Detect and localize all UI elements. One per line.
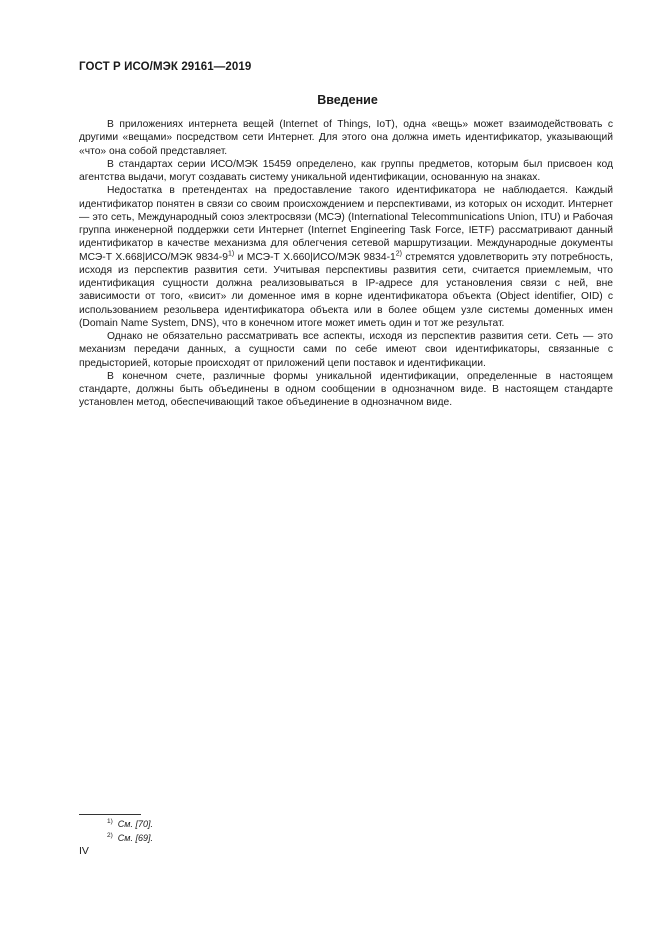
footnote-text: См. [70]. — [117, 819, 153, 829]
footnotes — [107, 816, 153, 844]
footnote-1 — [107, 816, 153, 830]
paragraph-3-part-1: Недостатка в претендентах на предоставление такого идентификатора не наблюдается. Каждый идентификатор понятен в связи со своим происхождением и перспективами, из которых он исходит. Интернет — это сеть, Международный союз электросвязи (МСЭ) (International Telecommunications Union, ITU) и Рабочая группа инженерной поддержки сети Интернет (Internet Engineering Task Force, IETF) рассматривают данный идентификатор в качестве механизма для облегчения сетевой маршрутизации. Международные документы МСЭ-Т X.668|ИСО/МЭК 9834-9 — [79, 185, 613, 263]
footnote-ref-1: 1) — [227, 250, 235, 258]
paragraph-1: В приложениях интернета вещей (Internet of Things, IoT), одна «вещь» может взаимодействовать с другими «вещами» посредством сети Интернет. Для этого она должна иметь идентификатор, указывающий «что» она собой представляет. — [79, 119, 613, 157]
paragraph-5: В конечном счете, различные формы уникальной идентификации, определенные в настоящем стандарте, должны быть объединены в одном сообщении в однозначном виде. В настоящем стандарте установлен метод, обеспечивающий такое объединение в однозначном виде. — [79, 370, 613, 409]
paragraph-3-part-3: стремятся удовлетворить эту потребность, исходя из перспектив развития сети. Учитывая перспективы развития сети, считается приемлемым, что идентификация сущности должна реализовываться в IP-адресе для установления связи с ней, вне зависимости от того, «висит» ли доменное имя в корне идентификатора объекта (Object identifier, OID) с использованием резольвера идентификатора объекта или в более общем узле системы доменных имен (Domain Name System, DNS), что в конечном итоге может иметь один и тот же результат. — [79, 251, 613, 329]
introduction-body — [79, 118, 613, 410]
footnote-separator — [79, 814, 141, 815]
paragraph-3-part-2: и МСЭ-Т X.660|ИСО/МЭК 9834-1 — [234, 251, 396, 263]
standard-designation: ГОСТ Р ИСО/МЭК 29161—2019 — [79, 61, 252, 73]
footnote-2 — [107, 830, 153, 844]
page-number: IV — [79, 845, 89, 857]
footnote-mark: 1) — [107, 818, 113, 825]
paragraph-2: В стандартах серии ИСО/МЭК 15459 определено, как группы предметов, которым был присвоен код агентства выдачи, могут создавать систему уникальной идентификации, основанную на знаках. — [79, 158, 613, 183]
footnote-ref-2: 2) — [395, 250, 402, 258]
section-title: Введение — [317, 93, 378, 107]
footnote-text: См. [69]. — [117, 833, 153, 843]
paragraph-4: Однако не обязательно рассматривать все аспекты, исходя из перспектив развития сети. Сеть — это механизм передачи данных, а сущности сами по себе имеют свои идентификаторы, связанные с предысторией, которые происходят от приложений цепи поставок и идентификации. — [79, 331, 613, 369]
paragraph-3 — [79, 184, 613, 330]
footnote-mark: 2) — [107, 832, 113, 839]
